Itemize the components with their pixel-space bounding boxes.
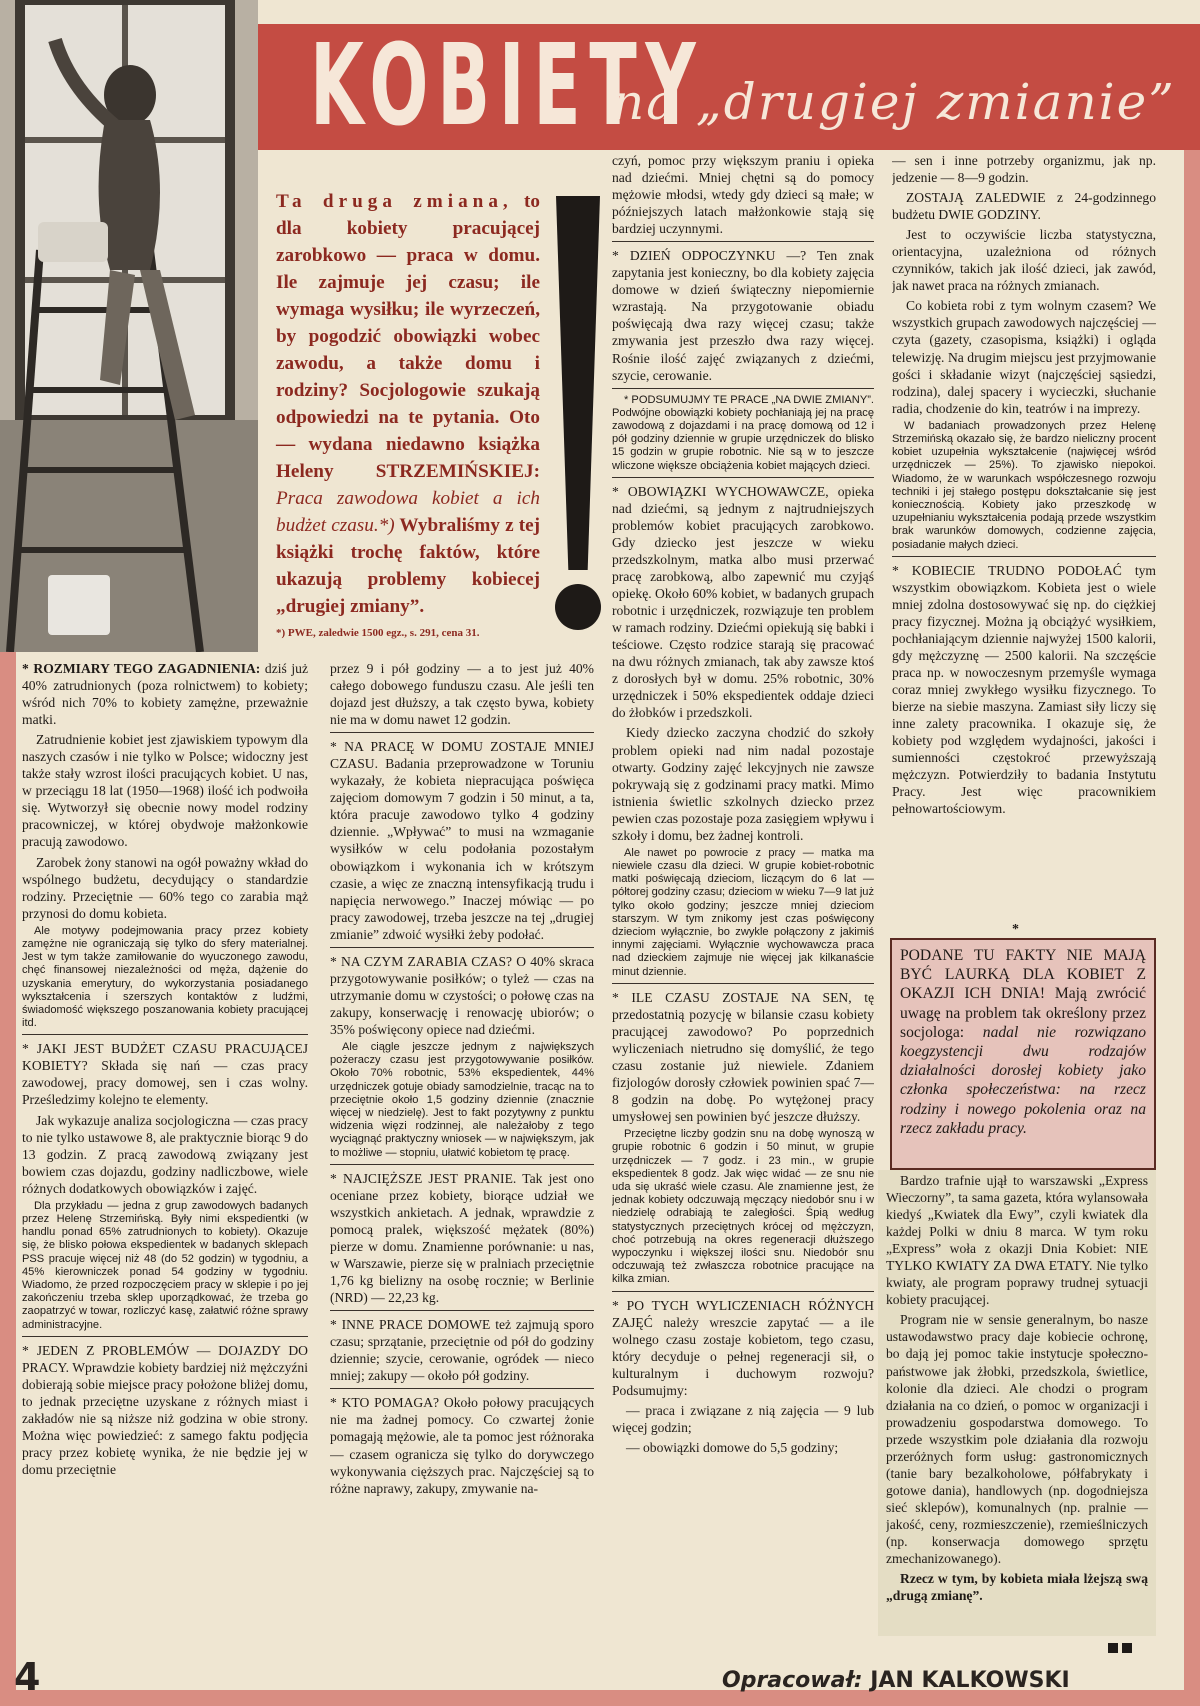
small-paragraph: Ale ciągle jeszcze jednym z największych pożeraczy czasu jest przygotowywanie posiłków. Około 70% robotnic, 53% ekspedientek, 44% urzędniczek gotuje obiady samodzielnie, tracąc na to przeciętnie około 1,5 godziny dziennie (znacznie więcej w niedzielę). Jest to fakt pozytywny z punktu widzenia więzi rodzinnej, ale należałoby z tego wyciągnąć praktyczny wniosek — w największym, jak to możliwe — stopniu, ułatwić kobietom tę pracę. bbox=[330, 1040, 594, 1159]
credit-name: JAN KALKOWSKI bbox=[870, 1668, 1070, 1693]
paragraph: Badania przeprowadzone w Toruniu wykazały, że kobieta niepracująca poświęca zajęciom domowym 7 godzin i 50 minut, a ta, która pracuje zawodowo tylko 4 godziny dziennie. „Wpływać” to musi na wzmaganie wysiłków w celu podołania pozostałym obowiązkom i wykonania ich w krótszym czasie, a więc ze znaczną intensyfikacją trudu i napięcia nerwowego.” Inaczej mówiąc — po pracy zawodowej, trzeba jeszcze na tej „drugiej zmianie” zdwoić wysiłki żeby podołać. bbox=[330, 756, 594, 942]
divider bbox=[22, 1336, 308, 1337]
paragraph: Kiedy dziecko zaczyna chodzić do szkoły problem opieki nad nim nadal pozostaje otwarty. Godziny zajęć lekcyjnych nie zawsze pokrywają się z godzinami pracy matki. Mimo istnienia świetlic szkolnych dziecko przez pewien czas pozostaje poza zasięgiem wpływu i szkoły i domu, bez żadnej kontroli. bbox=[612, 725, 874, 843]
paragraph: — sen i inne potrzeby organizmu, jak np. jedzenie — 8—9 godzin. bbox=[892, 153, 1156, 186]
section-heading: * JAKI JEST BUDŻET CZASU PRACUJĄCEJ KOBIETY? bbox=[22, 1041, 308, 1074]
page-subtitle: na „drugiej zmianie” bbox=[612, 73, 1176, 131]
lead-text-2: Wybraliśmy z tej książki trochę faktów, które ukazują problemy kobiecej „drugiej zmiany”. bbox=[276, 515, 541, 617]
paragraph: czyń, pomoc przy większym praniu i opieka nad dziećmi. Mniej chętni są do pomocy mężowie młodsi, wtedy gdy dzieci są małe; w późniejszych latach małżonkowie stają się bardziej uczynnymi. bbox=[612, 153, 874, 237]
section-heading: * PO TYCH WYLICZENIACH RÓŻNYCH ZAJĘĆ bbox=[612, 1297, 874, 1330]
highlight-quote: nadal nie rozwiązano koegzystencji dwu rodzajów działalności dorosłej kobiety jako członka społeczeństwa: na rzecz rodziny i nowego pokolenia oraz na rzecz zakładu pracy. bbox=[900, 1023, 1146, 1137]
divider bbox=[612, 388, 874, 389]
section-heading: * KTO POMAGA? bbox=[330, 1395, 440, 1411]
paragraph: Program nie w sensie generalnym, bo nasze ustawodawstwo pracy daje kobiecie ochronę, bo dają jej pomoc takie instytucje społeczno-państwowe jak żłobki, przedszkola, świetlice, kolonie dla dzieci. Ale chodzi o program działania na co dzień, o pomoc w organizacji i prowadzeniu gospodarstwa domowego. To przede wszystkim pole działania dla rozwoju przeróżnych form usług: gastronomicznych (tanie bary bezalkoholowe, półfabrykaty i gotowe dania), handlowych (np. dogodniejsza sieć sklepów), komunalnych (np. pralnie — jakość, ceny, rozmieszczenie), rzemieślniczych (np. konserwacja domowego sprzętu zmechanizowanego). bbox=[886, 1312, 1148, 1567]
end-mark bbox=[1122, 1643, 1132, 1653]
exclamation-mark-dot bbox=[555, 584, 601, 630]
section-heading: * INNE PRACE DOMOWE bbox=[330, 1317, 491, 1333]
divider bbox=[22, 1034, 308, 1035]
divider bbox=[330, 1164, 594, 1165]
small-paragraph: * PODSUMUJMY TE PRACE „NA DWIE ZMIANY”. Podwójne obowiązki kobiety pochłaniają jej na pracę zawodową z dojazdami i na pracę domową od 12 i pół godziny dziennie w grupie urzędniczek do blisko 15 godzin w grupie robotnic. Nie są w to jeszcze wliczone większe obciążenia kobiet mających dzieci. bbox=[612, 393, 874, 472]
paragraph: ZOSTAJĄ ZALEDWIE z 24-godzinnego budżetu DWIE GODZINY. bbox=[892, 190, 1156, 223]
divider bbox=[330, 947, 594, 948]
list-item: — praca i związane z nią zajęcia — 9 lub więcej godzin; bbox=[612, 1402, 874, 1435]
paragraph: opieka nad dziećmi, są jednym z najtrudniejszych problemów kobiet pracujących zarobkowo. Gdy dziecko jest jeszcze w wieku przedszkolnym, matka albo musi przerwać pracę zarobkową, albo zapewnić mu czyjąś opiekę. Około 60% kobiet, w badanych grupach robotnic i urzędniczek, rozwiązuje ten problem w ramach rodziny. Dziećmi opiekują się babki i teściowe. Często rodzice starają się pracować na dwu różnych zmianach, tak aby zawsze ktoś z dorosłych był w domu. 25% robotnic, 30% urzędniczek i 50% ekspedientek oddaje dzieci do żłobków i przedszkoli. bbox=[612, 483, 874, 721]
divider bbox=[612, 477, 874, 478]
page-number: 4 bbox=[14, 1655, 41, 1699]
author-credit bbox=[722, 1668, 1070, 1693]
paragraph: Zarobek żony stanowi na ogół poważny wkład do wspólnego budżetu, decydujący o standardzie rodziny. Przeciętnie — 60% tego co zarabia mąż przynosi do domu kobieta. bbox=[22, 854, 308, 921]
small-paragraph: Ale motywy podejmowania pracy przez kobiety zamężne nie ograniczają się tylko do sfery materialnej. Jest w tym także zamiłowanie do wyuczonego zawodu, chęć finansowej niezależności od męża, dążenie do uzyskania emerytury, do wykorzystania posiadanego wykształcenia i szerszych kontaktów z ludźmi, świadomość większego poszanowania kobiety pracującej itd. bbox=[22, 924, 308, 1030]
highlight-box-text bbox=[900, 946, 1146, 1166]
divider bbox=[892, 556, 1156, 557]
lead-spaced-words: Ta druga zmiana, bbox=[276, 191, 513, 212]
highlight-panel-text bbox=[886, 1172, 1148, 1634]
lead-book-title: Praca zawodowa kobiet a ich budżet czasu.*) bbox=[276, 488, 540, 536]
lead-paragraph bbox=[276, 188, 540, 640]
paragraph: O 40% skraca przygotowywanie posiłków; o tyleż — czas na utrzymanie domu w czystości; o połowę czas na zakupy, konserwację i renowację ubiorów; o 35% poświęcony opiece nad dziećmi. bbox=[330, 953, 594, 1037]
photo-illustration bbox=[0, 0, 258, 652]
paragraph: tę przedostatnią pozycję w bilansie czasu kobiety pracującej zawodowo? Po poprzednich wyliczeniach nietrudno się domyślić, że tego czasu zostanie już niewiele. Zdaniem fizjologów dorosły człowiek powinien spać 7—8 godzin na dobę. Po wytężonej pracy umysłowej sen powinien być jeszcze dłuższy. bbox=[612, 989, 874, 1125]
divider bbox=[330, 1388, 594, 1389]
paragraph: Rzecz w tym, by kobieta miała lżejszą swą „drugą zmianę”. bbox=[886, 1571, 1148, 1604]
paragraph: Składa się nań — czas pracy zawodowej, pracy domowej, sen i czas wolny. Prześledzimy kolejno te elementy. bbox=[22, 1058, 308, 1108]
section-heading: * OBOWIĄZKI WYCHOWAWCZE, bbox=[612, 483, 829, 499]
paragraph: Tak jest ono oceniane przez kobiety, biorące udział we wszystkich ankietach. A jednak, wprawdzie z pomocą pralek, większość mężatek (80%) pierze w domu. Znamienne porównanie: u nas, w Warszawie, pierze się w pralniach przeciętnie 1,76 kg bielizny na osobę rocznie; w Berlinie (NRD) — 22,23 kg. bbox=[330, 1170, 594, 1306]
section-heading: * NAJCIĘŻSZE JEST PRANIE. bbox=[330, 1170, 517, 1186]
paragraph: dziś już 40% zatrudnionych (poza rolnictwem) to kobiety; wśród nich 70% to kobiety zamężne, przeważnie matki. bbox=[22, 661, 308, 728]
paragraph: Co kobieta robi z tym wolnym czasem? We wszystkich grupach zawodowych najczęściej — czyta (gazety, czasopisma, książki) i ogląda telewizję. Na drugim miejscu jest przyjmowanie gości i składanie wizyt (najczęściej sąsiedzi, rodzina), dalej spacery i wycieczki, słuchanie radia, chodzenie do kin, teatrów i na imprezy. bbox=[892, 298, 1156, 416]
paragraph: tym wszystkim obowiązkom. Kobieta jest o wiele mniej zdolna dostosowywać się np. do ciężkiej pracy fizycznej. Można ją obciążyć wysiłkiem, pochłaniającym dziennie najwyżej 1500 kalorii, gdy mężczyznę — 2500 kalorii. Na szczęście praca np. w nowoczesnym przemyśle wymaga coraz mniej zwykłego wysiłku fizycznego. To bierze na siebie maszyna. Zamiast siły liczy się inne zalety pracownika. I okazuje się, że kobiety pod względem wydajności, jakości i sumienności częstokroć przewyższają mężczyzn. Potwierdziły to badania Instytutu Pracy. Jest więc pracownikiem pełnowartościowym. bbox=[892, 562, 1156, 817]
divider bbox=[612, 1291, 874, 1292]
article-column-1 bbox=[22, 660, 308, 1655]
lead-text-1: to dla kobiety pracującej zarobkowo — praca w domu. Ile zajmuje jej czasu; ile wymaga wysiłku; ile wyrzeczeń, by pogodzić obowiązki wobec zawodu, a także domu i rodziny? Socjologowie szukają odpowiedzi na te pytania. Oto — wydana niedawno książka Heleny STRZEMIŃSKIEJ: bbox=[276, 191, 540, 482]
paragraph: Jest to oczywiście liczba statystyczna, orientacyjna, uzależniona od różnych czynników, takich jak ilość dzieci, jak zawód, jak nawet praca na różnych zmianach. bbox=[892, 227, 1156, 294]
highlight-caps: PODANE TU FAKTY NIE MAJĄ BYĆ LAURKĄ DLA KOBIET Z OKAZJI ICH DNIA! bbox=[900, 947, 1146, 1003]
list-item: — obowiązki domowe do 5,5 godziny; bbox=[626, 1440, 839, 1456]
highlight-text: Mają zwrócić uwagę na problem tak określony przez socjologa: bbox=[900, 985, 1146, 1041]
exclamation-mark-bar bbox=[556, 196, 600, 570]
small-paragraph: Ale nawet po powrocie z pracy — matka ma niewiele czasu dla dzieci. W grupie kobiet-robotnic matki poświęcają dzieciom, liczącym do 6 lat — półtorej godziny czasu; dzieciom w wieku 7—9 lat już tylko około godziny; jeszcze mniej dzieciom starszym. W tym znikomy jest czas poświęcony dzieciom wyłącznie, bo zwykle połączony z jakimiś innymi zajęciami. Wyłącznie wychowawcza praca nad dzieckiem zajmuje nie więcej jak kilkanaście minut dziennie. bbox=[612, 846, 874, 978]
end-mark bbox=[1108, 1643, 1118, 1653]
paragraph: Zatrudnienie kobiet jest zjawiskiem typowym dla naszych czasów i nie tylko w Polsce; widoczny jest także stały wzrost ilości pracujących kobiet. U nas, w przeciągu 18 lat (1950—1968) ilość ich podwoiła się. Wytworzył się obecnie nowy model rodziny pracowniczej, w której obydwoje małżonkowie pracują zawodowo. bbox=[22, 732, 308, 850]
paragraph: Jak wykazuje analiza socjologiczna — czas pracy to nie tylko ustawowe 8, ale praktycznie biorąc 9 do 13 godzin. Z pracą zawodową związany jest bowiem czas dojazdu, godziny nadliczbowe, wiele różnych dodatkowych obowiązków i zajęć. bbox=[22, 1112, 308, 1196]
section-heading: * ILE CZASU ZOSTAJE NA SEN, bbox=[612, 989, 852, 1005]
photo-woman-washing-window bbox=[0, 0, 258, 652]
divider bbox=[330, 1310, 594, 1311]
section-heading: * NA PRACĘ W DOMU ZOSTAJE MNIEJ CZASU. bbox=[330, 739, 594, 772]
section-heading: * NA CZYM ZARABIA CZAS? bbox=[330, 953, 513, 969]
highlight-panel bbox=[878, 1170, 1156, 1636]
frame-right bbox=[1184, 150, 1200, 1706]
paragraph: Bardzo trafnie ujął to warszawski „Express Wieczorny”, ta sama gazeta, która wylansowała kiedyś „Kwiatek dla Ewy”, czyli kwiatek dla każdej Polki w dniu 8 marca. W tym roku „Express” woła z okazji Dnia Kobiet: NIE TYLKO KWIATY ZA DWA ETATY. Nie tylko kwiaty, ale program poprawy trudnej sytuacji kobiety pracującej. bbox=[886, 1173, 1148, 1308]
article-column-4 bbox=[892, 152, 1156, 922]
divider bbox=[330, 732, 594, 733]
paragraph: Około połowy pracujących nie ma żadnej pomocy. Co czwartej żonie pomagają mężowie, ale ta pomoc jest różnoraka — czasem ogranicza się tylko do dorywczego wykonywania cięższych prac. Najczęściej są to różne naprawy, zakupy, zmywanie na- bbox=[330, 1395, 594, 1496]
paragraph: przez 9 i pół godziny — a to jest już 40% całego dobowego funduszu czasu. Ale jeśli ten dojazd jest dłuższy, a tak często bywa, kobiety nie ma w domu nawet 12 godzin. bbox=[330, 661, 594, 728]
article-column-3 bbox=[612, 152, 874, 1692]
paragraph: Ten znak zapytania jest konieczny, bo dla kobiety zajęcia domowe w dzień świąteczny niepomiernie wzrastają. Na przygotowanie obiadu poświęcają dwa razy więcej czasu; także zmywania jest przeszło dwa razy więcej. Rośnie ilość zajęć związanych z dziećmi, szycie, cerowanie. bbox=[612, 248, 874, 383]
divider bbox=[612, 241, 874, 242]
section-heading: * DZIEŃ ODPOCZYNKU —? bbox=[612, 248, 807, 264]
section-heading: * KOBIECIE TRUDNO PODOŁAĆ bbox=[892, 562, 1122, 578]
section-heading: * JEDEN Z PROBLEMÓW — DOJAZDY DO PRACY. bbox=[22, 1342, 308, 1375]
highlight-box bbox=[890, 938, 1156, 1170]
article-column-2 bbox=[330, 660, 594, 1690]
section-heading: * ROZMIARY TEGO ZAGADNIENIA: bbox=[22, 661, 261, 676]
end-marks bbox=[1108, 1640, 1136, 1658]
section-star: * bbox=[1012, 922, 1019, 937]
credit-label: Opracował: bbox=[722, 1668, 863, 1693]
paragraph: też zajmują sporo czasu; sprzątanie, przeciętnie od pół do godziny dziennie; szycie, cerowanie, ogródek — nieco mniej; zakupy — około pół godziny. bbox=[330, 1317, 594, 1384]
paragraph: Wprawdzie kobiety bardziej niż mężczyźni dobierają sobie miejsce pracy położone bliżej domu, to jednak przeciętne uzyskane z różnych miast i zakładów nie są niższe niż godzina w obie strony. Można więc powiedzieć: z samego faktu podjęcia pracy przez kobietę wynika, że nie będzie jej w domu przeciętnie bbox=[22, 1359, 308, 1478]
small-paragraph: Przeciętne liczby godzin snu na dobę wynoszą w grupie robotnic 6 godzin i 50 minut, w grupie urzędniczek — 7 godz. i 23 min., w grupie ekspedientek 8 godz. Jak więc widać — ze snu nie uda się ukraść wiele czasu. Ale znamienne jest, że jednak kobiety odczuwają męczący niedobór snu i w niedzielę odrabiają te zaległości. Śpią według statystycznych przeciętnych krócej od mężczyzn, choć potrzebują na okres regeneracji dłuższego wypoczynku i większej ilości snu. Niedobór snu odczuwają też zwłaszcza robotnice pracujące na kilka zmian. bbox=[612, 1128, 874, 1286]
small-paragraph: W badaniach prowadzonych przez Helenę Strzemińską okazało się, że bardzo nieliczny procent kobiet uzupełnia wykształcenie (najwięcej wśród urzędniczek — 25%). To zjawisko niepokoi. Wiadomo, że w warunkach współczesnego rozwoju techniki i jej stałego postępu dokształcanie się jest koniecznością. Kobiety jako przeszkodę w uzupełnianiu wykształcenia podają przede wszystkim brak warunków domowych, codzienne zajęcia, posiadanie małych dzieci. bbox=[892, 419, 1156, 551]
divider bbox=[612, 983, 874, 984]
frame-left bbox=[0, 652, 16, 1706]
small-paragraph: Dla przykładu — jedna z grup zawodowych badanych przez Helenę Strzemińską. Były nimi ekspedientki (w handlu ponad 65% zatrudnionych to kobiety). Okazuje się, że blisko połowa ekspedientek w badanych sklepach PSS pracuje więcej niż 48 (do 52 godzin) w tygodniu, a 45% kierowniczek ponad 54 godziny w tygodniu. Wiadomo, że przed rozpoczęciem pracy w sklepie i po jej zakończeniu trzeba sklep uporządkować, że trzeba go zaopatrzyć w towar, rozliczyć kasę, załatwić różne sprawy administracyjne. bbox=[22, 1199, 308, 1331]
lead-footnote: *) PWE, zaledwie 1500 egz., s. 291, cena 31. bbox=[276, 627, 480, 639]
page-title: KOBIETY bbox=[310, 21, 705, 151]
paragraph: należy wreszcie zapytać — a ile wolnego czasu zostaje kobietom, tego czasu, który decyduje o pełnej regeneracji sił, o kulturalnym i duchowym rozwoju? Podsumujmy: bbox=[612, 1314, 874, 1398]
